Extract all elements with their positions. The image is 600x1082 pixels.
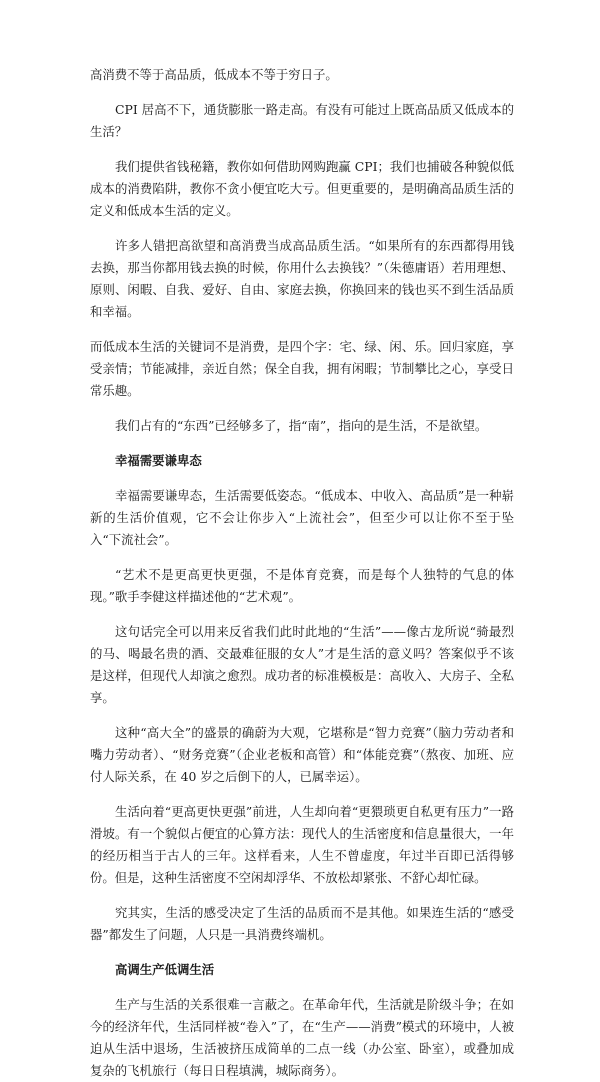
paragraph-8: “艺术不是更高更快更强，不是体育竞赛，而是每个人独特的气息的体现。”歌手李健这样描述他的“艺术观”。 [90,567,514,604]
document-page [90,64,514,1082]
section-heading-2: 高调生产低调生活 [115,962,215,977]
paragraph-12: 究其实，生活的感受决定了生活的品质而不是其他。如果连生活的“感受器”都发生了问题，人只是一具消费终端机。 [90,905,514,942]
paragraph-9: 这句话完全可以用来反省我们此时此地的“生活”——像古龙所说“骑最烈的马、喝最名贵的酒、交最难征服的女人”才是生活的意义吗？答案似乎不该是这样，但现代人却演之愈烈。成功者的标准模板是：高收入、大房子、全私享。 [90,624,514,705]
paragraph-2: CPI 居高不下，通货膨胀一路走高。有没有可能过上既高品质又低成本的生活？ [90,102,514,139]
section-heading-1: 幸福需要谦卑态 [115,453,202,468]
paragraph-10: 这种“高大全”的盛景的确蔚为大观，它堪称是“智力竞赛”（脑力劳动者和嘴力劳动者）、“财务竞赛”（企业老板和高管）和“体能竞赛”（熬夜、加班、应付人际关系，在 40 岁之后倒下的人，已属幸运）。 [90,725,514,784]
paragraph-6: 我们占有的“东西”已经够多了，指“南”，指向的是生活，不是欲望。 [115,418,488,433]
paragraph-7: 幸福需要谦卑态，生活需要低姿态。“低成本、中收入、高品质”是一种崭新的生活价值观，它不会让你步入“上流社会”，但至少可以让你不至于坠入“下流社会”。 [90,488,514,547]
paragraph-13: 生产与生活的关系很难一言蔽之。在革命年代，生活就是阶级斗争；在如今的经济年代，生活同样被“卷入”了，在“生产——消费”模式的环境中，人被迫从生活中退场，生活被挤压成简单的二点一线（办公室、卧室），或叠加成复杂的飞机旅行（每日日程填满，城际商务）。 [90,997,514,1078]
paragraph-11: 生活向着“更高更快更强”前进，人生却向着“更猥琐更自私更有压力”一路滑坡。有一个貌似占便宜的心算方法：现代人的生活密度和信息量很大，一年的经历相当于古人的三年。这样看来，人生不曾虚度，年过半百即已活得够份。但是，这种生活密度不空闲却浮华、不放松却紧张、不舒心却忙碌。 [90,804,514,885]
paragraph-4: 许多人错把高欲望和高消费当成高品质生活。“如果所有的东西都得用钱去换，那当你都用钱去换的时候，你用什么去换钱？”（朱德庸语）若用理想、原则、闲暇、自我、爱好、自由、家庭去换，你换回来的钱也买不到生活品质和幸福。 [90,238,514,319]
paragraph-5: 而低成本生活的关键词不是消费，是四个字：宅、绿、闲、乐。回归家庭，享受亲情；节能减排，亲近自然；保全自我，拥有闲暇；节制攀比之心，享受日常乐趣。 [90,339,514,398]
paragraph-1: 高消费不等于高品质，低成本不等于穷日子。 [90,67,338,82]
paragraph-3: 我们提供省钱秘籍，教你如何借助网购跑赢 CPI；我们也捕破各种貌似低成本的消费陷阱，教你不贪小便宜吃大亏。但更重要的，是明确高品质生活的定义和低成本生活的定义。 [90,159,514,218]
